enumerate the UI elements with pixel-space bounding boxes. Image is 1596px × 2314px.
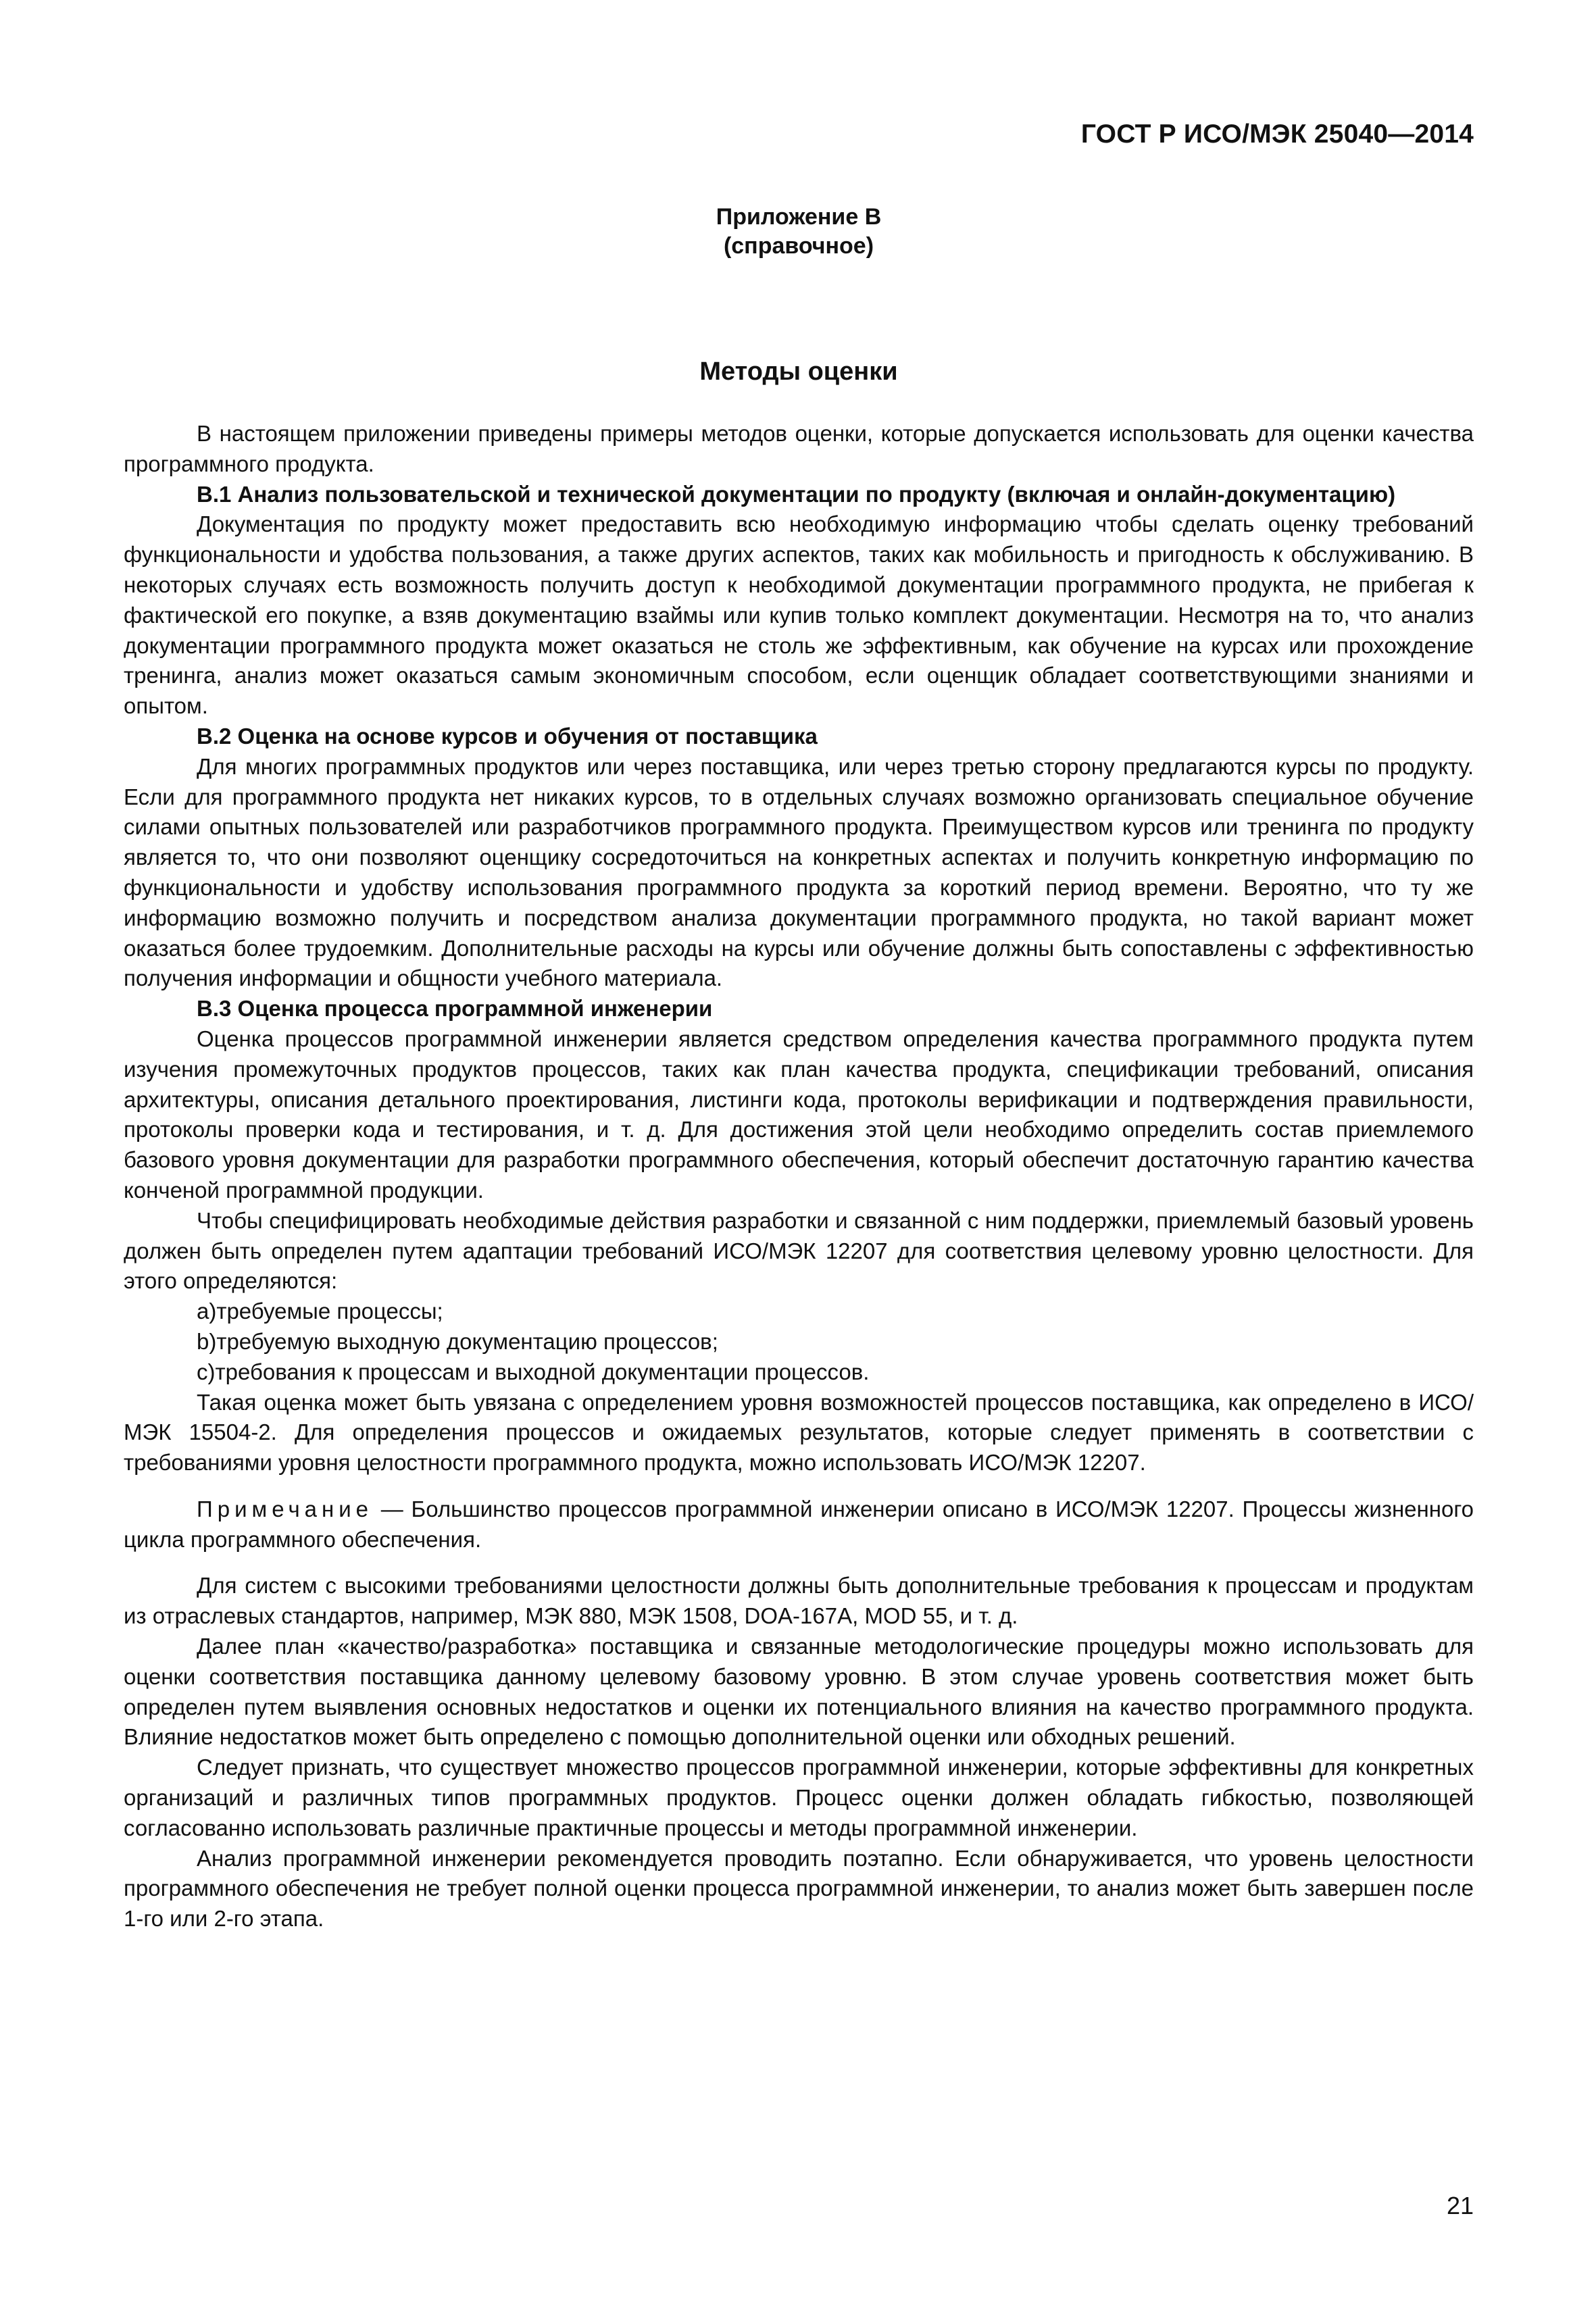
note-text: — Большинство процессов программной инженерии описано в ИСО/МЭК 12207. Процессы жизненного цикла программного обеспечения. <box>124 1496 1474 1552</box>
annex-subtitle: (справочное) <box>723 233 874 259</box>
note-label: Примечание <box>197 1496 374 1521</box>
paragraph: Оценка процессов программной инженерии является средством определения качества программного продукта путем изучения промежуточных продуктов процессов, таких как план качества продукта, спецификации требований, описания архитектуры, описания детального проектирования, листинги кода, протоколы верификации и подтверждения правильности, протоколы проверки кода и тестирования, и т. д. Для достижения этой цели необходимо определить состав приемлемого базового уровня документации для разработки программного обеспечения, который обеспечит достаточную гарантию качества конченой программной продукции. <box>124 1026 1474 1203</box>
paragraph: Документация по продукту может предоставить всю необходимую информацию чтобы сделать оценку требований функциональности и удобства пользования, а также других аспектов, таких как мобильность и пригодность к обслуживанию. В некоторых случаях есть возможность получить доступ к необходимой документации программного продукта, не прибегая к фактической его покупке, а взяв документацию взаймы или купив только комплект документации. Несмотря на то, что анализ документации программного продукта может оказаться не столь же эффективным, как обучение на курсах или прохождение тренинга, анализ может оказаться самым экономичным способом, если оценщик обладает соответствующими знаниями и опытом. <box>124 511 1474 719</box>
annex-title: Приложение В <box>716 204 882 230</box>
intro-paragraph: В настоящем приложении приведены примеры методов оценки, которые допускается использовать для оценки качества программного продукта. <box>124 421 1474 476</box>
body-text <box>124 419 1474 1934</box>
paragraph: Для систем с высокими требованиями целостности должны быть дополнительные требования к процессам и продуктам из отраслевых стандартов, например, МЭК 880, МЭК 1508, DOA-167A, MOD 55, и т. д. <box>124 1573 1474 1629</box>
paragraph: Следует признать, что существует множество процессов программной инженерии, которые эффективны для конкретных организаций и различных типов программных продуктов. Процесс оценки должен обладать гибкостью, позволяющей согласованно использовать различные практичные процессы и методы программной инженерии. <box>124 1755 1474 1840</box>
page-content <box>124 118 1474 2246</box>
section-heading: В.1 Анализ пользовательской и технической документации по продукту (включая и онлайн-документацию) <box>197 481 1396 507</box>
annex-heading <box>124 203 1474 261</box>
document-title: Методы оценки <box>699 357 898 386</box>
list-item: а)требуемые процессы; <box>197 1299 443 1324</box>
section-heading: В.3 Оценка процесса программной инженерии <box>197 996 713 1022</box>
standard-designation: ГОСТ Р ИСО/МЭК 25040—2014 <box>1080 120 1474 149</box>
note <box>124 1494 1474 1555</box>
list-item: b)требуемую выходную документацию процессов; <box>197 1328 718 1354</box>
paragraph: Такая оценка может быть увязана с определением уровня возможностей процессов поставщика, как определено в ИСО/МЭК 15504-2. Для определения процессов и ожидаемых результатов, которые следует применять в соответствии с требованиями уровня целостности программного продукта, можно использовать ИСО/МЭК 12207. <box>124 1389 1474 1476</box>
paragraph: Далее план «качество/разработка» поставщика и связанные методологические процедуры можно использовать для оценки соответствия поставщика данному целевому базовому уровню. В этом случае уровень соответствия может быть определен путем выявления основных недостатков и оценки их потенциального влияния на качество программного продукта. Влияние недостатков может быть определено с помощью дополнительной оценки или обходных решений. <box>124 1634 1474 1750</box>
paragraph: Анализ программной инженерии рекомендуется проводить поэтапно. Если обнаруживается, что уровень целостности программного обеспечения не требует полной оценки процесса программной инженерии, то анализ может быть завершен после 1-го или 2-го этапа. <box>124 1845 1474 1932</box>
list-item: с)требования к процессам и выходной документации процессов. <box>197 1359 870 1384</box>
section-heading: В.2 Оценка на основе курсов и обучения от поставщика <box>197 723 818 749</box>
paragraph: Для многих программных продуктов или через поставщика, или через третью сторону предлагаются курсы по продукту. Если для программного продукта нет никаких курсов, то в отдельных случаях возможно организовать специальное обучение силами опытных пользователей или разработчиков программного продукта. Преимуществом курсов или тренинга по продукту является то, что они позволяют оценщику сосредоточиться на конкретных аспектах и получить конкретную информацию по функциональности и удобству использования программного продукта за короткий период времени. Вероятно, что ту же информацию возможно получить и посредством анализа документации программного продукта, но такой вариант может оказаться более трудоемким. Дополнительные расходы на курсы или обучение должны быть сопоставлены с эффективностью получения информации и общности учебного материала. <box>124 753 1474 991</box>
paragraph: Чтобы специфицировать необходимые действия разработки и связанной с ним поддержки, приемлемый базовый уровень должен быть определен путем адаптации требований ИСО/МЭК 12207 для соответствия целевому уровню целостности. Для этого определяются: <box>124 1207 1474 1294</box>
page-number: 21 <box>1446 2192 1474 2219</box>
